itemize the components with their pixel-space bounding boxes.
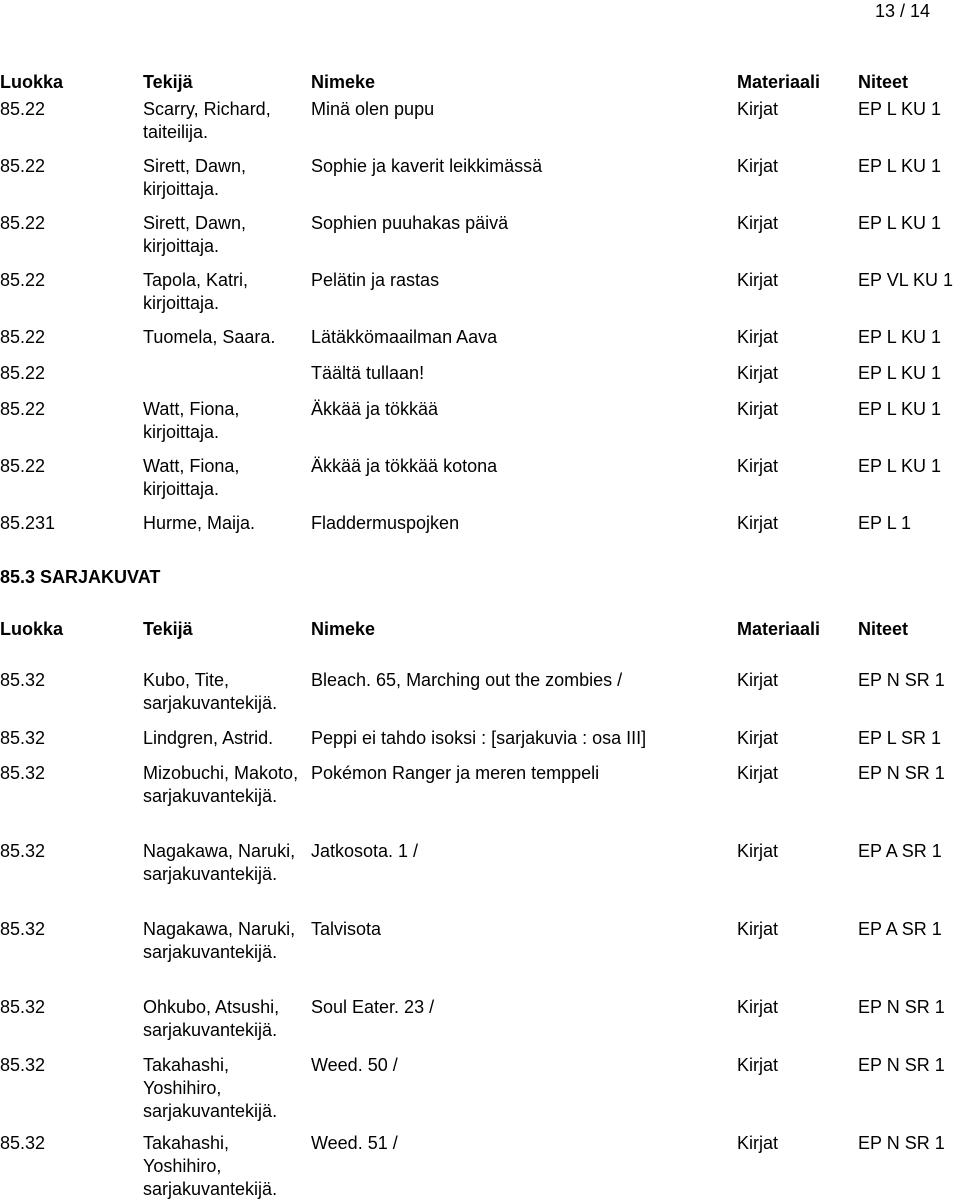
- cell-materiaali: Kirjat: [737, 327, 779, 347]
- cell-nimeke: Minä olen pupu: [311, 99, 435, 119]
- cell-materiaali: Kirjat: [737, 513, 779, 533]
- cell-materiaali: Kirjat: [737, 1055, 779, 1075]
- header-nimeke: Nimeke: [311, 72, 376, 92]
- cell-luokka: 85.32: [0, 728, 46, 748]
- cell-luokka: 85.32: [0, 841, 46, 861]
- cell-luokka: 85.22: [0, 456, 46, 476]
- cell-materiaali: Kirjat: [737, 99, 779, 119]
- page-number: 13 / 14: [874, 1, 930, 21]
- cell-tekija: Sirett, Dawn, kirjoittaja.: [143, 213, 247, 256]
- cell-materiaali: Kirjat: [737, 670, 779, 690]
- section-title: 85.3 SARJAKUVAT: [0, 567, 161, 587]
- cell-nimeke: Täältä tullaan!: [311, 363, 425, 383]
- cell-niteet: EP L KU 1: [858, 399, 942, 419]
- cell-niteet: EP L 1: [858, 513, 912, 533]
- cell-tekija: Hurme, Maija.: [143, 513, 256, 533]
- cell-nimeke: Peppi ei tahdo isoksi : [sarjakuvia : osa III]: [311, 728, 647, 748]
- header-nimeke: Nimeke: [311, 619, 376, 639]
- cell-luokka: 85.22: [0, 399, 46, 419]
- cell-niteet: EP L KU 1: [858, 456, 942, 476]
- cell-luokka: 85.22: [0, 363, 46, 383]
- cell-nimeke: Äkkää ja tökkää kotona: [311, 456, 498, 476]
- cell-materiaali: Kirjat: [737, 213, 779, 233]
- cell-niteet: EP L KU 1: [858, 213, 942, 233]
- cell-luokka: 85.22: [0, 99, 46, 119]
- cell-materiaali: Kirjat: [737, 456, 779, 476]
- header-materiaali: Materiaali: [737, 72, 821, 92]
- header-materiaali: Materiaali: [737, 619, 821, 639]
- cell-niteet: EP N SR 1: [858, 1055, 945, 1075]
- cell-materiaali: Kirjat: [737, 399, 779, 419]
- cell-luokka: 85.32: [0, 1133, 46, 1153]
- cell-nimeke: Talvisota: [311, 919, 382, 939]
- cell-luokka: 85.22: [0, 213, 46, 233]
- header-luokka: Luokka: [0, 619, 64, 639]
- cell-tekija: Mizobuchi, Makoto, sarjakuvantekijä.: [143, 763, 299, 806]
- cell-materiaali: Kirjat: [737, 1133, 779, 1153]
- header-tekija: Tekijä: [143, 619, 193, 639]
- cell-luokka: 85.32: [0, 997, 46, 1017]
- cell-tekija: Nagakawa, Naruki, sarjakuvantekijä.: [143, 841, 296, 884]
- cell-nimeke: Bleach. 65, Marching out the zombies /: [311, 670, 623, 690]
- cell-luokka: 85.22: [0, 270, 46, 290]
- cell-niteet: EP N SR 1: [858, 997, 945, 1017]
- cell-materiaali: Kirjat: [737, 270, 779, 290]
- cell-materiaali: Kirjat: [737, 363, 779, 383]
- cell-nimeke: Sophien puuhakas päivä: [311, 213, 509, 233]
- cell-luokka: 85.32: [0, 670, 46, 690]
- cell-luokka: 85.32: [0, 1055, 46, 1075]
- cell-tekija: Scarry, Richard, taiteilija.: [143, 99, 271, 142]
- cell-luokka: 85.22: [0, 327, 46, 347]
- cell-niteet: EP N SR 1: [858, 763, 945, 783]
- cell-materiaali: Kirjat: [737, 763, 779, 783]
- cell-nimeke: Weed. 50 /: [311, 1055, 398, 1075]
- table-header: [0, 71, 960, 94]
- cell-nimeke: Jatkosota. 1 /: [311, 841, 419, 861]
- cell-luokka: 85.32: [0, 919, 46, 939]
- cell-tekija: Tapola, Katri, kirjoittaja.: [143, 270, 249, 313]
- cell-materiaali: Kirjat: [737, 728, 779, 748]
- cell-tekija: Lindgren, Astrid.: [143, 728, 274, 748]
- cell-materiaali: Kirjat: [737, 997, 779, 1017]
- cell-niteet: EP L SR 1: [858, 728, 942, 748]
- cell-niteet: EP L KU 1: [858, 327, 942, 347]
- cell-niteet: EP N SR 1: [858, 670, 945, 690]
- cell-niteet: EP A SR 1: [858, 841, 942, 861]
- header-niteet: Niteet: [858, 72, 909, 92]
- cell-nimeke: Äkkää ja tökkää: [311, 399, 439, 419]
- cell-nimeke: Weed. 51 /: [311, 1133, 398, 1153]
- cell-materiaali: Kirjat: [737, 919, 779, 939]
- cell-tekija: Watt, Fiona, kirjoittaja.: [143, 399, 240, 442]
- cell-niteet: EP A SR 1: [858, 919, 942, 939]
- cell-tekija: Watt, Fiona, kirjoittaja.: [143, 456, 240, 499]
- cell-niteet: EP L KU 1: [858, 99, 942, 119]
- cell-tekija: Sirett, Dawn, kirjoittaja.: [143, 156, 247, 199]
- cell-nimeke: Sophie ja kaverit leikkimässä: [311, 156, 543, 176]
- cell-nimeke: Pokémon Ranger ja meren temppeli: [311, 763, 600, 783]
- cell-tekija: Takahashi, Yoshihiro, sarjakuvantekijä.: [143, 1055, 278, 1121]
- header-niteet: Niteet: [858, 619, 909, 639]
- cell-tekija: Kubo, Tite, sarjakuvantekijä.: [143, 670, 278, 713]
- cell-niteet: EP VL KU 1: [858, 270, 954, 290]
- cell-luokka: 85.22: [0, 156, 46, 176]
- cell-niteet: EP L KU 1: [858, 156, 942, 176]
- header-tekija: Tekijä: [143, 72, 193, 92]
- cell-tekija: Takahashi, Yoshihiro, sarjakuvantekijä.: [143, 1133, 278, 1199]
- cell-materiaali: Kirjat: [737, 841, 779, 861]
- cell-niteet: EP N SR 1: [858, 1133, 945, 1153]
- cell-tekija: Nagakawa, Naruki, sarjakuvantekijä.: [143, 919, 296, 962]
- cell-luokka: 85.32: [0, 763, 46, 783]
- cell-nimeke: Soul Eater. 23 /: [311, 997, 435, 1017]
- cell-luokka: 85.231: [0, 513, 56, 533]
- cell-nimeke: Pelätin ja rastas: [311, 270, 440, 290]
- cell-nimeke: Lätäkkömaailman Aava: [311, 327, 498, 347]
- cell-niteet: EP L KU 1: [858, 363, 942, 383]
- header-luokka: Luokka: [0, 72, 64, 92]
- table-header: [0, 618, 960, 641]
- cell-tekija: Ohkubo, Atsushi, sarjakuvantekijä.: [143, 997, 280, 1040]
- cell-tekija: Tuomela, Saara.: [143, 327, 276, 347]
- cell-nimeke: Fladdermuspojken: [311, 513, 460, 533]
- cell-materiaali: Kirjat: [737, 156, 779, 176]
